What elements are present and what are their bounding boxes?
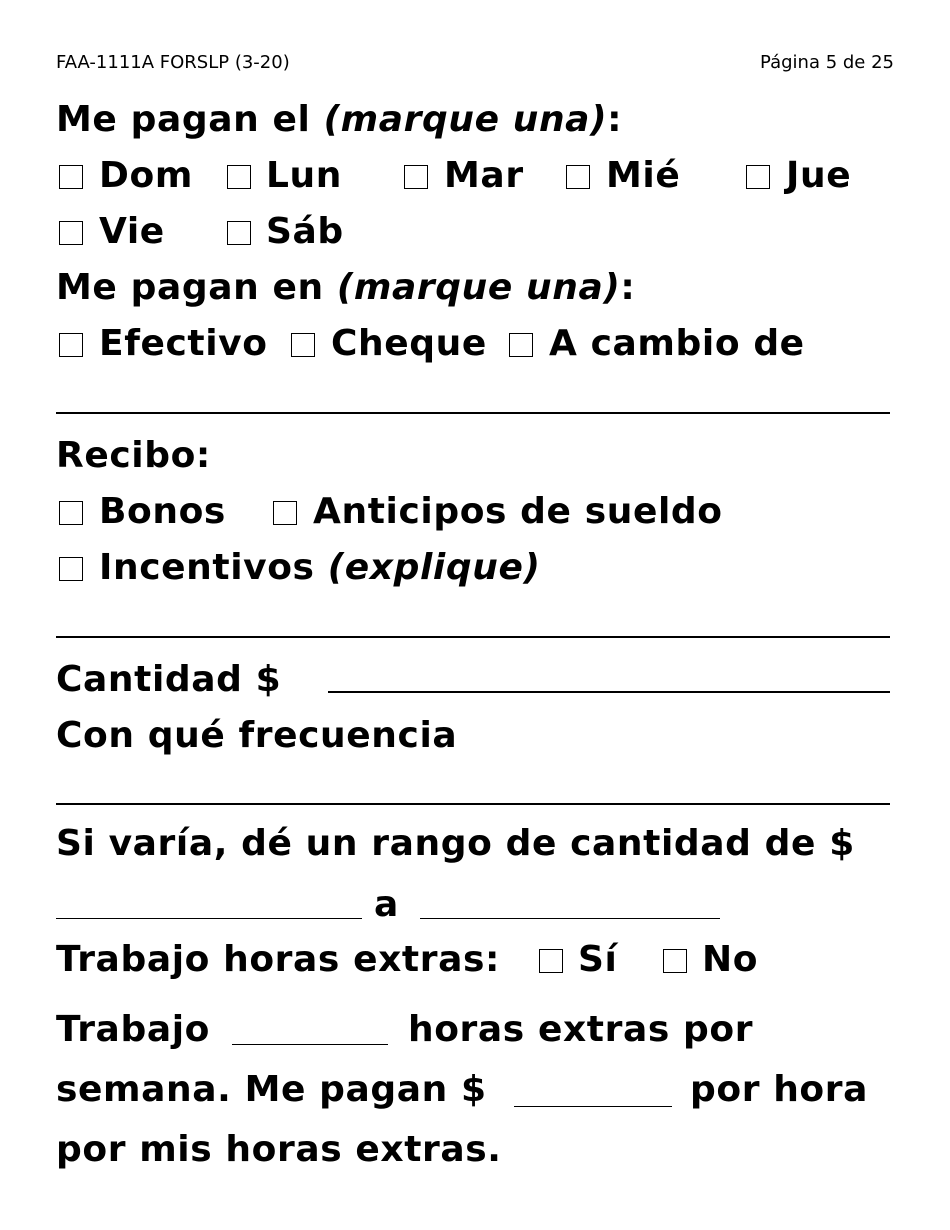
page-number: Página 5 de 25: [760, 52, 894, 73]
checkbox-jue[interactable]: [746, 165, 770, 189]
option-cheque-label: Cheque: [331, 323, 487, 364]
checkbox-vie[interactable]: [59, 221, 83, 245]
range-min-field[interactable]: [56, 918, 362, 919]
option-incentivos-label: Incentivos: [99, 547, 315, 588]
range-prompt: Si varía, dé un rango de cantidad de $: [56, 823, 855, 864]
option-sab-label: Sáb: [266, 211, 344, 252]
range-connector: a: [374, 884, 399, 925]
pay-method-hint: (marque una): [336, 267, 621, 308]
overtime-closing: por mis horas extras.: [56, 1129, 502, 1170]
exchange-details-line[interactable]: [56, 412, 890, 414]
amount-field[interactable]: [328, 691, 890, 693]
incentivos-explain-hint: (explique): [327, 547, 541, 588]
overtime-rate-field[interactable]: [514, 1106, 672, 1107]
checkbox-bonos[interactable]: [59, 501, 83, 525]
pay-day-prompt: [56, 100, 622, 140]
overtime-hours-start: Trabajo: [56, 1009, 210, 1050]
form-id: FAA-1111A FORSLP (3-20): [56, 52, 290, 73]
option-bonos-label: Bonos: [99, 491, 226, 532]
checkbox-a-cambio-de[interactable]: [509, 333, 533, 357]
option-dom-label: Dom: [99, 155, 193, 196]
option-anticipos-label: Anticipos de sueldo: [313, 491, 723, 532]
option-vie-label: Vie: [99, 211, 165, 252]
checkbox-dom[interactable]: [59, 165, 83, 189]
checkbox-incentivos[interactable]: [59, 557, 83, 581]
option-lun-label: Lun: [266, 155, 342, 196]
overtime-hours-field[interactable]: [232, 1044, 388, 1045]
pay-day-hint: (marque una): [323, 99, 608, 140]
receive-options-row-1: [0, 492, 950, 532]
pay-day-colon: :: [607, 99, 623, 140]
checkbox-sab[interactable]: [227, 221, 251, 245]
receive-options-row-2: [0, 548, 950, 588]
option-efectivo-label: Efectivo: [99, 323, 268, 364]
checkbox-si[interactable]: [539, 949, 563, 973]
range-max-field[interactable]: [420, 918, 720, 919]
option-no-label: No: [702, 939, 759, 980]
pay-day-row-2: [0, 212, 950, 252]
pay-method-prompt: [56, 268, 635, 308]
frequency-label: Con qué frecuencia: [56, 715, 458, 756]
option-jue-label: Jue: [786, 155, 852, 196]
pay-method-options: [0, 324, 950, 364]
checkbox-anticipos[interactable]: [273, 501, 297, 525]
checkbox-mie[interactable]: [566, 165, 590, 189]
option-incentivos-line: [99, 548, 541, 588]
option-mar-label: Mar: [444, 155, 524, 196]
amount-label: Cantidad $: [56, 659, 282, 700]
checkbox-lun[interactable]: [227, 165, 251, 189]
pay-day-row-1: [0, 156, 950, 196]
pay-method-colon: :: [620, 267, 636, 308]
checkbox-cheque[interactable]: [291, 333, 315, 357]
checkbox-no[interactable]: [663, 949, 687, 973]
frequency-field[interactable]: [56, 803, 890, 805]
overtime-question: Trabajo horas extras:: [56, 939, 501, 980]
option-a-cambio-de-label: A cambio de: [549, 323, 805, 364]
overtime-rate-start: semana. Me pagan $: [56, 1069, 487, 1110]
overtime-hours-end: horas extras por: [408, 1009, 754, 1050]
checkbox-mar[interactable]: [404, 165, 428, 189]
overtime-rate-end: por hora: [690, 1069, 868, 1110]
incentives-explanation-line[interactable]: [56, 636, 890, 638]
overtime-question-row: [0, 940, 950, 980]
receive-heading: Recibo:: [56, 435, 211, 476]
checkbox-efectivo[interactable]: [59, 333, 83, 357]
pay-method-prompt-text: Me pagan en: [56, 267, 337, 308]
option-mie-label: Mié: [606, 155, 681, 196]
option-si-label: Sí: [578, 939, 618, 980]
pay-day-prompt-text: Me pagan el: [56, 99, 324, 140]
